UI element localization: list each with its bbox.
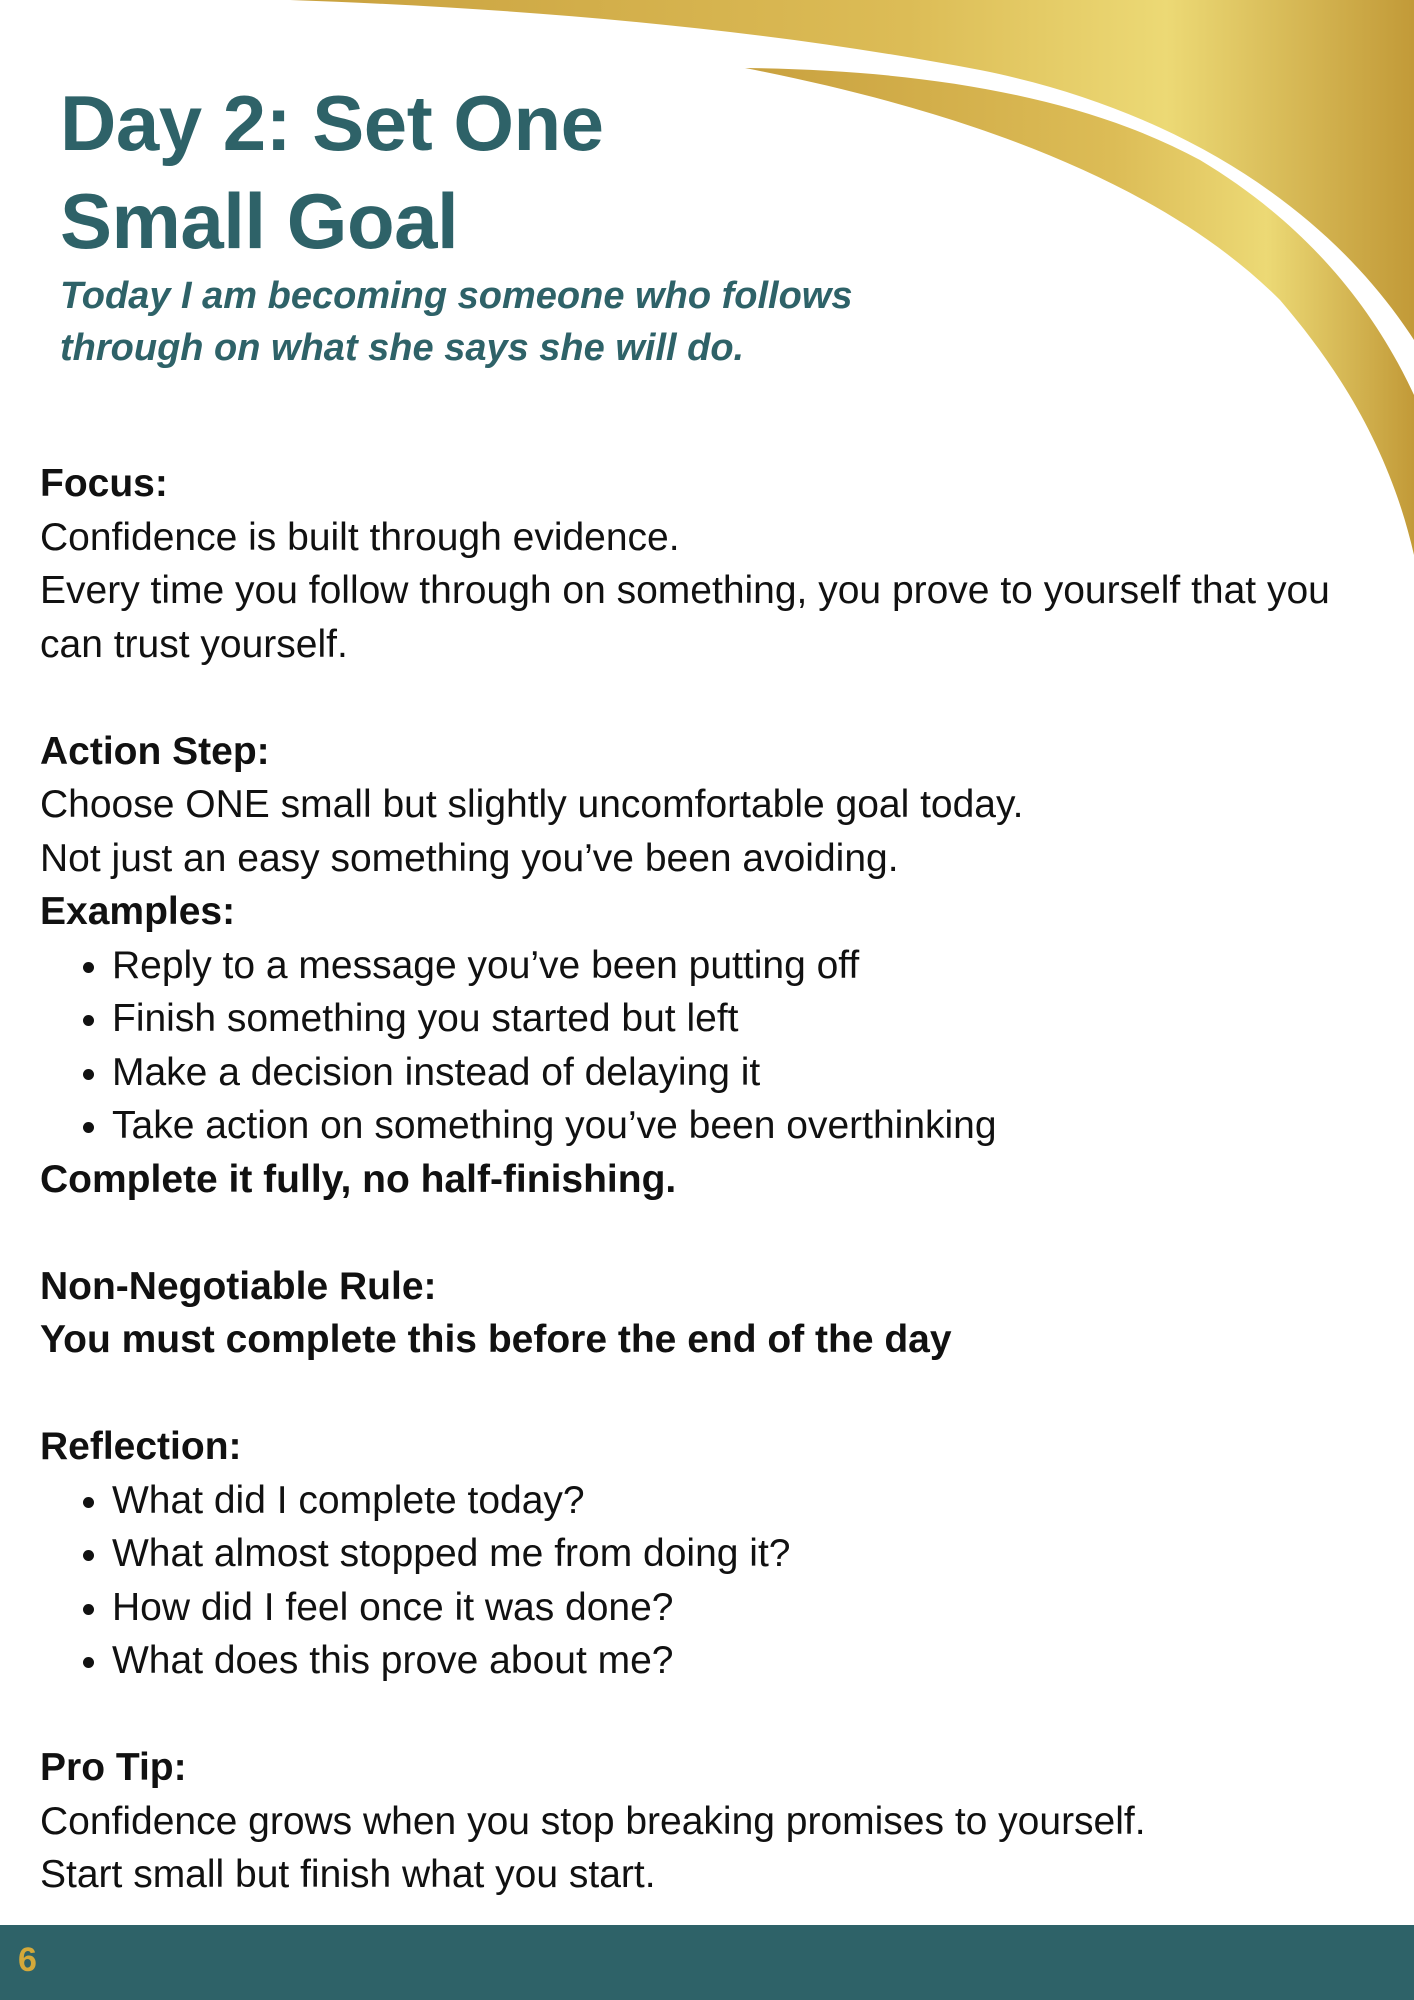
list-item: • Finish something you started but left <box>112 992 1380 1046</box>
examples-list <box>40 939 1380 1153</box>
title-line-1: Day 2: Set One <box>60 79 604 167</box>
list-item: • Reply to a message you’ve been putting off <box>112 939 1380 993</box>
focus-line: Confidence is built through evidence. <box>40 515 680 559</box>
footer-bar <box>0 1925 1414 2000</box>
action-line: Not just an easy something you’ve been avoiding. <box>40 836 899 880</box>
reflection-list <box>40 1474 1380 1688</box>
page-title <box>60 74 604 270</box>
reflection-heading: Reflection: <box>40 1425 242 1468</box>
action-heading: Action Step: <box>40 729 270 773</box>
list-item: • Take action on something you’ve been overthinking <box>112 1099 1380 1153</box>
list-item: • What did I complete today? <box>112 1474 1380 1528</box>
action-closing: Complete it fully, no half-finishing. <box>40 1157 677 1201</box>
rule-text: You must complete this before the end of the day <box>40 1318 952 1361</box>
rule-heading: Non-Negotiable Rule: <box>40 1264 437 1308</box>
list-item: • Make a decision instead of delaying it <box>112 1046 1380 1100</box>
pro-tip-line: Confidence grows when you stop breaking promises to yourself. <box>40 1799 1146 1843</box>
action-line: Choose ONE small but slightly uncomfortable goal today. <box>40 783 1024 826</box>
pro-tip-line: Start small but finish what you start. <box>40 1853 656 1896</box>
list-item: • How did I feel once it was done? <box>112 1581 1380 1635</box>
focus-heading: Focus: <box>40 462 168 505</box>
examples-heading: Examples: <box>40 890 236 933</box>
main-content <box>40 457 1380 1902</box>
pro-tip-heading: Pro Tip: <box>40 1746 187 1789</box>
page-number: 6 <box>18 1941 37 1979</box>
title-line-2: Small Goal <box>60 177 459 265</box>
list-item: • What almost stopped me from doing it? <box>112 1527 1380 1581</box>
subtitle: Today I am becoming someone who follows through on what she says she will do. <box>60 275 853 369</box>
focus-line: Every time you follow through on something, you prove to yourself that you can trust yourself. <box>40 569 1330 666</box>
list-item: • What does this prove about me? <box>112 1634 1380 1688</box>
